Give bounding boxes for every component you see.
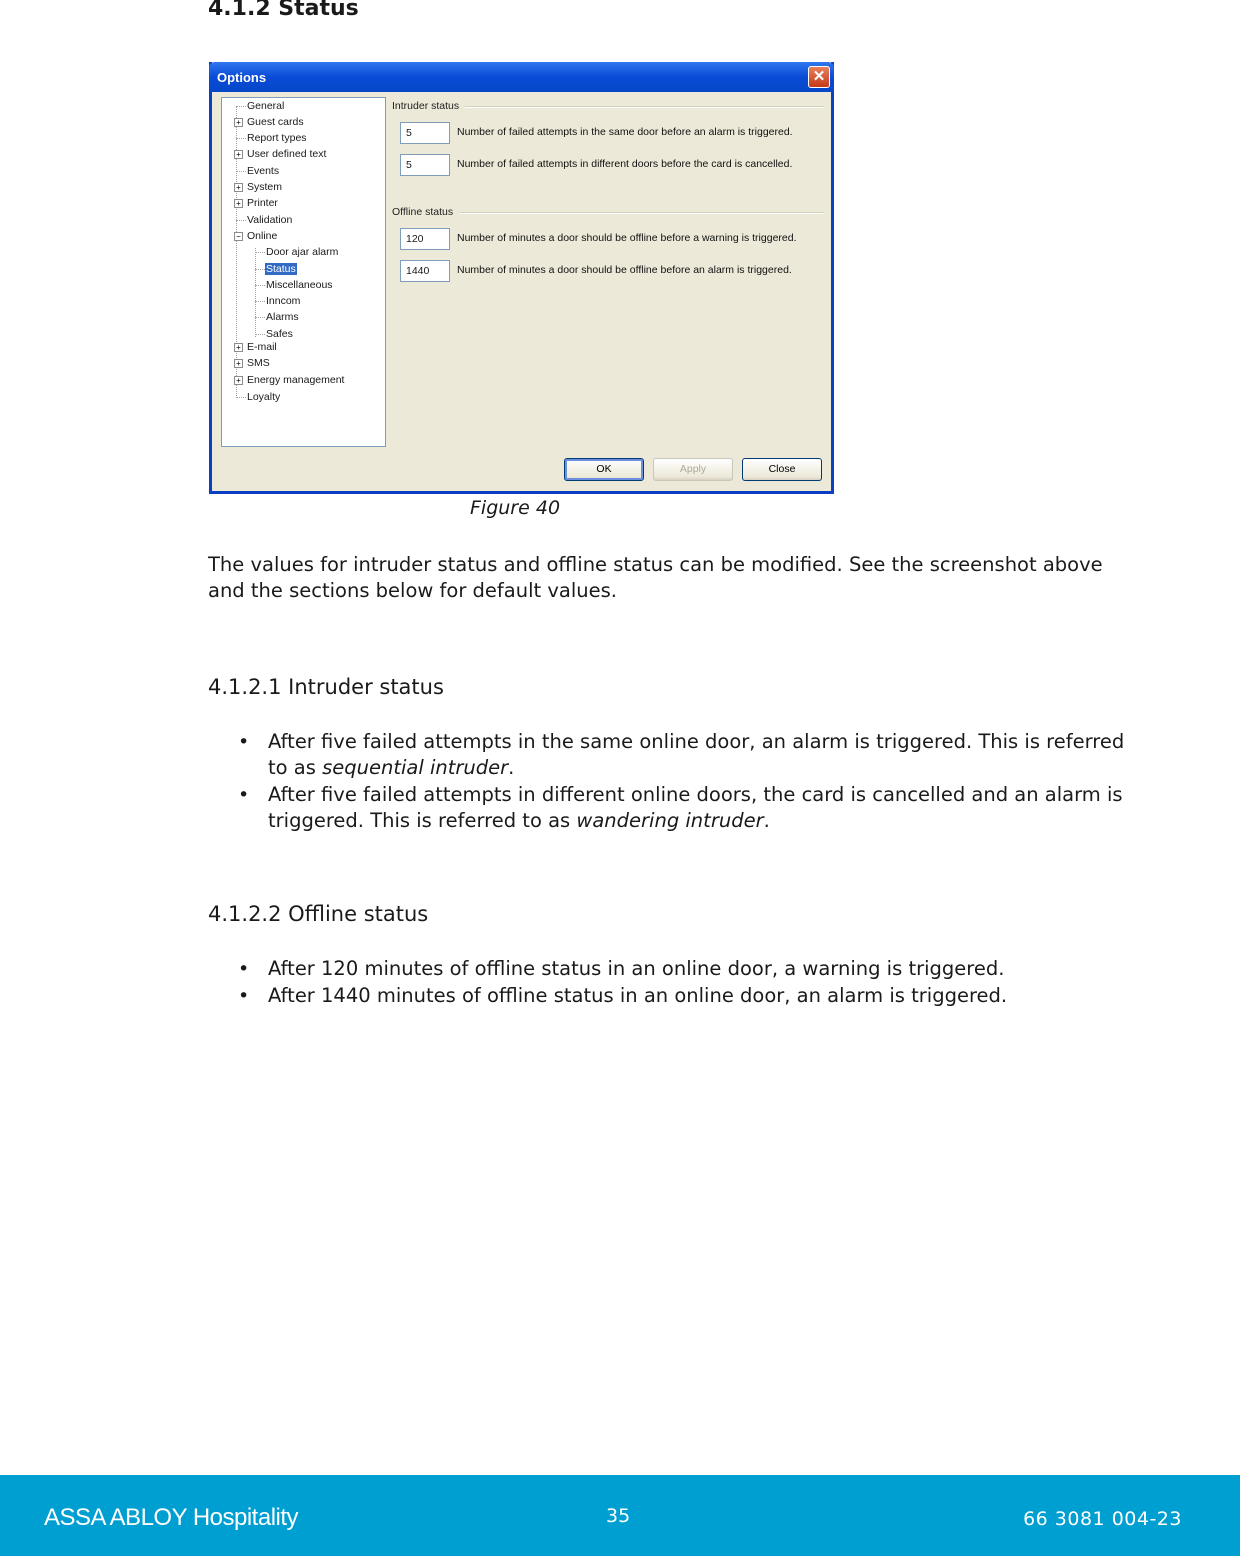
tree-item-guest-cards[interactable]: [236, 115, 305, 130]
tree-item-events[interactable]: [246, 164, 280, 179]
tree-item-user-defined-text[interactable]: [236, 147, 327, 162]
tree-item-label: Events: [247, 165, 280, 177]
tree-item-email[interactable]: [236, 340, 278, 355]
tree-item-inncom[interactable]: [265, 294, 301, 309]
intro-paragraph: The values for intruder status and offline status can be modified. See the screenshot above and the sections below for default values.: [208, 553, 1103, 602]
tree-item-label: System: [247, 181, 283, 193]
tree-item-validation[interactable]: [246, 213, 293, 228]
expand-icon[interactable]: +: [234, 359, 243, 368]
intruder-status-heading: 4.1.2.1 Intruder status: [208, 675, 444, 699]
different-doors-attempts-input[interactable]: 5: [400, 154, 450, 176]
expand-icon[interactable]: +: [234, 376, 243, 385]
tree-item-printer[interactable]: [236, 196, 279, 211]
tree-item-label: Online: [247, 230, 278, 242]
different-doors-attempts-label: Number of failed attempts in different doors before the card is cancelled.: [457, 158, 793, 170]
intruder-status-list: [268, 729, 1128, 835]
options-tree[interactable]: [221, 97, 386, 447]
figure-caption: Figure 40: [470, 497, 561, 519]
bullet-text: After five failed attempts in the same online door, an alarm is triggered. This is referred to as: [268, 730, 1125, 779]
offline-status-list: [268, 956, 1128, 1010]
tree-item-label: Alarms: [266, 311, 299, 323]
tree-item-label: Safes: [266, 328, 293, 340]
dialog-titlebar[interactable]: [209, 62, 834, 92]
page-footer: [0, 1475, 1240, 1556]
expand-icon[interactable]: +: [234, 150, 243, 159]
dialog-title: Options: [217, 70, 267, 85]
tree-item-label: Validation: [247, 214, 293, 226]
tree-item-label: SMS: [247, 357, 270, 369]
section-heading: 4.1.2 Status: [208, 0, 359, 21]
brand-name: ASSA ABLOY Hospitality: [44, 1504, 299, 1531]
list-item: • After 1440 minutes of offline status in an online door, an alarm is triggered.: [268, 983, 1128, 1009]
tree-item-miscellaneous[interactable]: [265, 278, 334, 293]
document-number: 66 3081 004-23: [1023, 1508, 1182, 1530]
expand-icon[interactable]: +: [234, 199, 243, 208]
ok-button[interactable]: OK: [564, 458, 644, 481]
tree-item-general[interactable]: [246, 99, 285, 114]
list-item: [268, 782, 1128, 834]
tree-item-label: Door ajar alarm: [266, 246, 339, 258]
collapse-icon[interactable]: −: [234, 232, 243, 241]
bullet-text: After five failed attempts in different online doors, the card is cancelled and an alarm is triggered. This is referred to as: [268, 783, 1123, 832]
tree-item-label: E-mail: [247, 341, 277, 353]
tree-item-label: Status: [266, 263, 296, 275]
offline-status-group-title: Offline status: [392, 206, 459, 218]
tree-item-report-types[interactable]: [246, 131, 308, 146]
offline-warning-minutes-input[interactable]: 120: [400, 228, 450, 250]
bullet-term: sequential intruder: [322, 756, 509, 779]
tree-item-label: User defined text: [247, 148, 327, 160]
tree-item-energy-management[interactable]: [236, 373, 345, 388]
same-door-attempts-label: Number of failed attempts in the same door before an alarm is triggered.: [457, 126, 793, 138]
list-item: • After 120 minutes of offline status in an online door, a warning is triggered.: [268, 956, 1128, 982]
bullet-text-end: .: [508, 756, 515, 779]
tree-item-label: Energy management: [247, 374, 345, 386]
close-icon[interactable]: ✕: [808, 66, 830, 88]
offline-alarm-minutes-input[interactable]: 1440: [400, 260, 450, 282]
tree-item-label: Report types: [247, 132, 307, 144]
bullet-term: wandering intruder: [576, 809, 764, 832]
tree-item-label: Loyalty: [247, 391, 281, 403]
tree-item-online[interactable]: [236, 229, 278, 244]
tree-item-label: Guest cards: [247, 116, 304, 128]
tree-item-system[interactable]: [236, 180, 283, 195]
list-item: [268, 729, 1128, 781]
apply-button[interactable]: Apply: [653, 458, 733, 481]
close-button[interactable]: Close: [742, 458, 822, 481]
options-dialog: [209, 62, 834, 494]
offline-status-heading: 4.1.2.2 Offline status: [208, 902, 429, 926]
tree-item-status[interactable]: [265, 262, 297, 277]
tree-item-label: Miscellaneous: [266, 279, 333, 291]
tree-item-loyalty[interactable]: [246, 390, 281, 405]
tree-item-label: Printer: [247, 197, 278, 209]
bullet-text-end: .: [763, 809, 770, 832]
tree-item-door-ajar-alarm[interactable]: [265, 245, 339, 260]
offline-alarm-minutes-label: Number of minutes a door should be offline before an alarm is triggered.: [457, 264, 792, 276]
tree-item-sms[interactable]: [236, 356, 271, 371]
intruder-status-group-title: Intruder status: [392, 100, 465, 112]
page-number: 35: [606, 1505, 631, 1527]
expand-icon[interactable]: +: [234, 118, 243, 127]
tree-item-alarms[interactable]: [265, 310, 300, 325]
offline-warning-minutes-label: Number of minutes a door should be offline before a warning is triggered.: [457, 232, 797, 244]
tree-item-label: General: [247, 100, 285, 112]
expand-icon[interactable]: +: [234, 343, 243, 352]
same-door-attempts-input[interactable]: 5: [400, 122, 450, 144]
expand-icon[interactable]: +: [234, 183, 243, 192]
tree-item-label: Inncom: [266, 295, 301, 307]
